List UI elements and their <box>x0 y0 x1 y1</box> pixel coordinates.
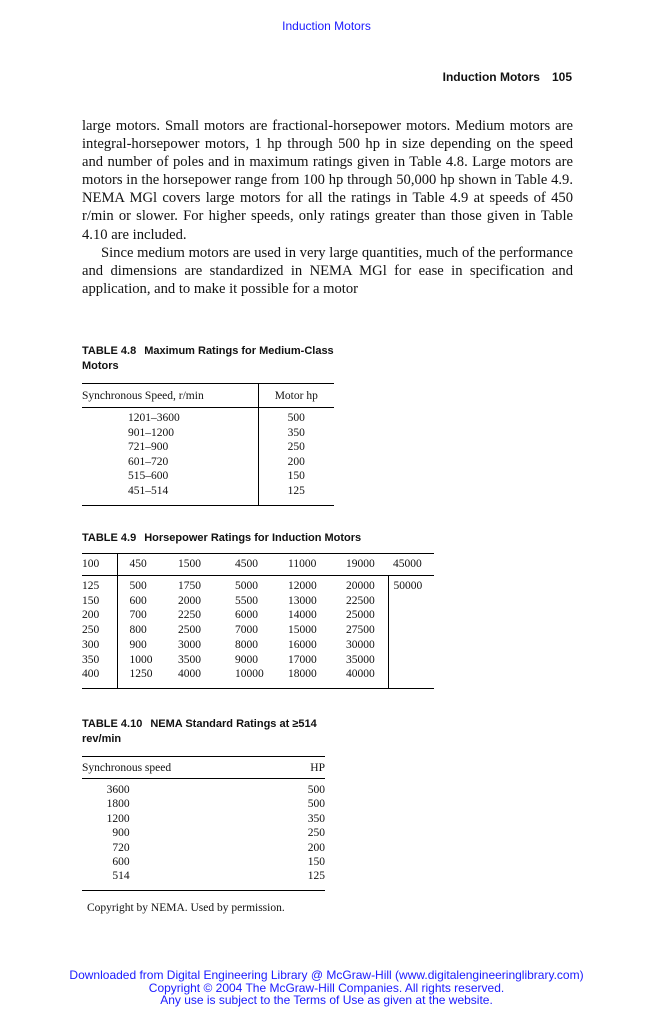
table-cell: 1250 <box>117 667 166 688</box>
table-4-10-number: TABLE 4.10 <box>82 718 143 730</box>
table-cell: 9000 <box>235 653 258 666</box>
table-cell: 300 <box>82 638 100 651</box>
table-row <box>82 455 334 470</box>
table-cell: 800 <box>117 623 166 638</box>
table-row <box>82 667 434 688</box>
table-source-note: Copyright by NEMA. Used by permission. <box>87 902 285 914</box>
table-cell: 515–600 <box>128 470 169 483</box>
table-4-8-number: TABLE 4.8 <box>82 345 137 357</box>
footer-line-2[interactable]: Copyright © 2004 The McGraw-Hill Companies. All rights reserved. <box>148 980 505 995</box>
table-cell: 125 <box>258 484 334 505</box>
table-row <box>82 638 434 653</box>
table-4-8 <box>82 383 334 506</box>
page-number: 105 <box>551 70 572 84</box>
table-row <box>82 653 434 668</box>
table-cell: 10000 <box>235 668 264 681</box>
table-cell: 2500 <box>178 624 201 637</box>
table-cell: 18000 <box>288 668 317 681</box>
table-cell: 20000 <box>331 576 388 594</box>
table-cell: 2250 <box>178 609 201 622</box>
table-cell: 900 <box>117 638 166 653</box>
table-cell: 700 <box>117 608 166 623</box>
table-cell: 600 <box>112 856 130 869</box>
table-cell <box>388 667 434 688</box>
table-cell: 25000 <box>331 608 388 623</box>
table-row <box>82 594 434 609</box>
table-cell: 13000 <box>288 594 317 607</box>
table-cell: 8000 <box>235 638 258 651</box>
table-cell <box>388 594 434 609</box>
table-cell: 1500 <box>166 554 220 576</box>
table-cell: 1000 <box>117 653 166 668</box>
column-header: Synchronous speed <box>82 757 306 779</box>
footer-line-3[interactable]: Any use is subject to the Terms of Use as given at the website. <box>160 993 493 1008</box>
table-cell: 125 <box>82 580 100 592</box>
table-cell: 400 <box>82 668 100 681</box>
table-cell: 350 <box>258 426 334 441</box>
table-cell: 500 <box>307 784 325 796</box>
table-row <box>82 812 325 826</box>
paragraph-2: Since medium motors are used in very large quantities, much of the performance and dimensions are standardized in NEMA MGl for ease in specification and application, and to make it possible for a motor <box>82 244 573 297</box>
table-4-10 <box>82 756 325 891</box>
table-row <box>82 576 434 594</box>
column-header: Synchronous Speed, r/min <box>82 384 258 408</box>
table-header-row <box>82 554 434 576</box>
table-cell <box>388 623 434 638</box>
table-cell <box>388 653 434 668</box>
table-cell: 19000 <box>331 554 388 576</box>
table-row <box>82 841 325 855</box>
table-cell: 40000 <box>331 667 388 688</box>
table-cell: 451–514 <box>128 484 169 497</box>
table-cell: 350 <box>82 653 100 666</box>
table-cell: 600 <box>117 594 166 609</box>
table-4-9-title: Horsepower Ratings for Induction Motors <box>144 532 362 544</box>
table-cell: 1200 <box>106 812 130 825</box>
table-cell: 27500 <box>331 623 388 638</box>
table-row <box>82 426 334 441</box>
footer-line-1[interactable]: Downloaded from Digital Engineering Library @ McGraw-Hill (www.digitalengineeringlibrary.com) <box>69 968 584 982</box>
table-cell: 22500 <box>331 594 388 609</box>
table-4-9-number: TABLE 4.9 <box>82 532 137 544</box>
table-row <box>82 440 334 455</box>
table-cell: 200 <box>82 609 100 622</box>
table-cell: 5500 <box>235 594 258 607</box>
table-cell: 3000 <box>178 638 201 651</box>
table-4-10-caption <box>82 717 327 747</box>
table-cell: 17000 <box>288 653 317 666</box>
table-cell: 250 <box>307 827 325 840</box>
table-row <box>82 623 434 638</box>
table-cell: 5000 <box>235 580 258 592</box>
table-cell: 514 <box>112 870 130 883</box>
table-cell: 14000 <box>288 609 317 622</box>
table-cell: 12000 <box>288 580 317 592</box>
table-row <box>82 869 325 890</box>
top-chapter-link[interactable]: Induction Motors <box>282 19 371 33</box>
table-header-row <box>82 757 325 779</box>
table-cell: 721–900 <box>128 441 169 454</box>
table-cell: 15000 <box>288 624 317 637</box>
paragraph-1: large motors. Small motors are fractional-horsepower motors. Medium motors are integral-horsepower motors, 1 hp through 500 hp in size depending on the speed and number of poles and in maximum ratings given in Table 4.8. Large motors are motors in the horsepower range from 100 hp through 50,000 hp shown in Table 4.9. NEMA MGl covers large motors for all the ratings in Table 4.9 at speeds of 450 r/min or slower. For higher speeds, only ratings greater than those given in Table 4.10 are included. <box>82 118 573 243</box>
table-4-9-caption <box>82 531 361 546</box>
table-row <box>82 484 334 505</box>
table-cell: 150 <box>82 594 100 607</box>
column-header: Motor hp <box>258 384 334 408</box>
table-cell <box>388 638 434 653</box>
table-row <box>82 408 334 426</box>
table-row <box>82 779 325 798</box>
table-4-8-caption <box>82 344 344 374</box>
table-cell: 150 <box>258 469 334 484</box>
download-footer[interactable] <box>0 969 653 1007</box>
table-cell: 6000 <box>235 609 258 622</box>
table-4-10-title: NEMA Standard Ratings at ≥514 rev/min <box>82 718 317 745</box>
table-cell: 100 <box>82 554 117 576</box>
table-cell: 3600 <box>106 784 130 796</box>
table-row <box>82 469 334 484</box>
table-cell: 500 <box>258 408 334 426</box>
table-row <box>82 797 325 811</box>
running-head <box>443 70 572 84</box>
table-cell: 125 <box>307 870 325 883</box>
table-cell: 450 <box>117 554 166 576</box>
table-cell: 30000 <box>331 638 388 653</box>
table-cell: 350 <box>307 812 325 825</box>
table-cell: 250 <box>82 624 100 637</box>
table-cell: 200 <box>307 841 325 854</box>
table-cell: 11000 <box>276 554 331 576</box>
table-cell: 50000 <box>393 580 423 592</box>
table-cell: 1201–3600 <box>128 412 180 424</box>
running-title: Induction Motors <box>442 70 540 84</box>
column-header: HP <box>306 757 325 779</box>
table-cell <box>388 608 434 623</box>
table-cell: 16000 <box>288 638 317 651</box>
table-cell: 200 <box>258 455 334 470</box>
body-text <box>82 117 573 298</box>
table-4-9 <box>82 553 434 689</box>
table-cell: 500 <box>117 576 166 594</box>
table-cell: 250 <box>258 440 334 455</box>
table-cell: 3500 <box>178 653 201 666</box>
table-cell: 500 <box>307 798 325 811</box>
table-cell: 150 <box>307 856 325 869</box>
table-cell: 901–1200 <box>128 426 174 439</box>
table-cell: 1750 <box>178 580 201 592</box>
table-cell: 1800 <box>106 798 130 811</box>
table-row <box>82 826 325 840</box>
table-header-row <box>82 384 334 408</box>
table-cell: 900 <box>112 827 130 840</box>
table-cell: 35000 <box>331 653 388 668</box>
table-cell: 4000 <box>178 668 201 681</box>
table-4-8-title: Maximum Ratings for Medium-Class Motors <box>82 345 334 372</box>
table-cell: 7000 <box>235 624 258 637</box>
table-cell: 4500 <box>220 554 276 576</box>
table-cell: 2000 <box>178 594 201 607</box>
table-cell: 601–720 <box>128 455 169 468</box>
table-cell: 45000 <box>388 554 434 576</box>
table-row <box>82 608 434 623</box>
table-cell: 720 <box>112 841 130 854</box>
table-row <box>82 855 325 869</box>
